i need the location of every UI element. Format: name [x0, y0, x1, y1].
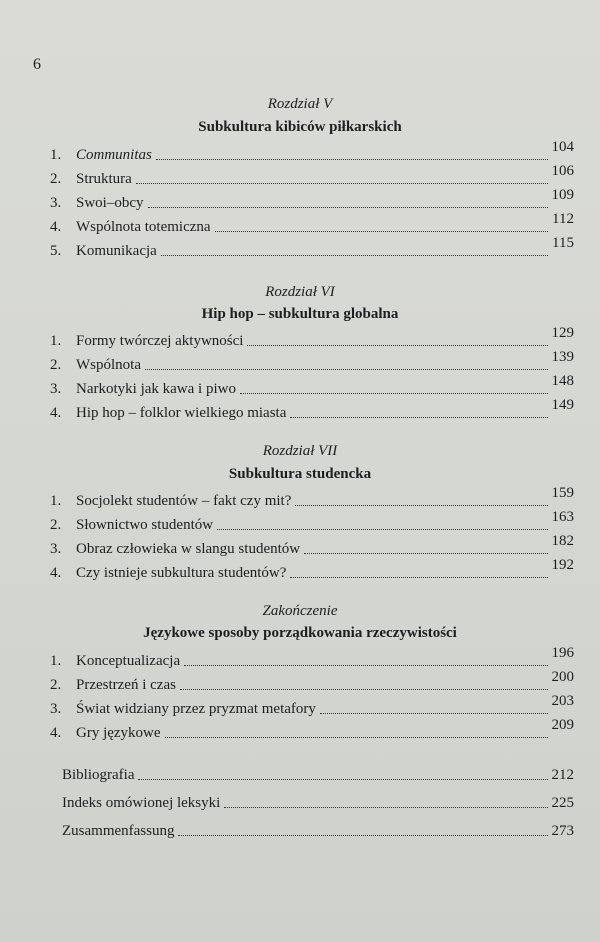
toc-entry-number: 3. [50, 541, 62, 557]
toc-entry-page: 148 [551, 373, 574, 389]
toc-entry [50, 325, 574, 350]
back-matter-entry [62, 820, 574, 840]
toc-entry-number: 2. [50, 171, 62, 187]
toc-entry [50, 373, 574, 398]
toc-entry-page: 196 [551, 645, 574, 661]
toc-entry [50, 509, 574, 534]
toc-entry-title: Przestrzeń i czas [76, 677, 176, 693]
dot-leader [224, 807, 547, 808]
toc-entry-number: 4. [50, 725, 62, 741]
chapter-label: Rozdział V [267, 96, 333, 112]
toc-entry-page: 112 [552, 211, 574, 227]
back-matter-page: 212 [551, 767, 574, 783]
chapter-label: Zakończenie [262, 603, 338, 619]
toc-entry-number: 5. [50, 243, 62, 259]
dot-leader [136, 183, 548, 184]
chapter-label: Rozdział VI [265, 284, 335, 300]
back-matter-page: 225 [551, 795, 574, 811]
toc-entry-title: Narkotyki jak kawa i piwo [76, 381, 236, 397]
chapter-label: Rozdział VII [262, 443, 338, 459]
chapter-title: Subkultura studencka [228, 466, 372, 482]
toc-entry-number: 1. [50, 493, 62, 509]
dot-leader [295, 505, 547, 506]
toc-entry-page: 149 [551, 397, 574, 413]
toc-entry-title: Czy istnieje subkultura studentów? [76, 565, 287, 581]
dot-leader [304, 553, 547, 554]
toc-entry-number: 2. [50, 517, 62, 533]
toc-entry-title: Świat widziany przez pryzmat metafory [76, 701, 316, 717]
toc-entry-number: 1. [50, 653, 62, 669]
toc-entry [50, 485, 574, 510]
toc-entry-number: 2. [50, 677, 62, 693]
page-number: 6 [33, 56, 41, 73]
back-matter-title: Indeks omówionej leksyki [62, 795, 221, 811]
toc-entry [50, 717, 574, 742]
toc-entry-page: 182 [551, 533, 574, 549]
toc-entry-page: 203 [551, 693, 574, 709]
back-matter-entry [62, 792, 574, 812]
chapter-title: Językowe sposoby porządkowania rzeczywistości [143, 625, 457, 641]
toc-entry [50, 187, 574, 212]
toc-entry-title: Struktura [76, 171, 132, 187]
chapter-title: Hip hop – subkultura globalna [201, 306, 399, 322]
toc-entry-number: 1. [50, 147, 62, 163]
toc-entry [50, 349, 574, 374]
dot-leader [215, 231, 549, 232]
toc-entry-page: 109 [551, 187, 574, 203]
chapter-title: Subkultura kibiców piłkarskich [198, 119, 402, 135]
dot-leader [156, 159, 548, 160]
dot-leader [320, 713, 548, 714]
toc-entry-title: Słownictwo studentów [76, 517, 214, 533]
toc-entry-title: Konceptualizacja [76, 653, 181, 669]
dot-leader [165, 737, 548, 738]
back-matter-title: Bibliografia [62, 767, 135, 783]
dot-leader [290, 417, 547, 418]
toc-entry-number: 3. [50, 701, 62, 717]
toc-entry [50, 163, 574, 188]
dot-leader [138, 779, 547, 780]
toc-entry [50, 669, 574, 694]
toc-entry-page: 200 [551, 669, 574, 685]
toc-entry [50, 397, 574, 422]
toc-entry [50, 235, 574, 260]
toc-entry-title: Gry językowe [76, 725, 161, 741]
toc-entry-page: 139 [551, 349, 574, 365]
dot-leader [290, 577, 547, 578]
toc-entry-title: Socjolekt studentów – fakt czy mit? [76, 493, 292, 509]
toc-entry-number: 2. [50, 357, 62, 373]
toc-entry-number: 4. [50, 405, 62, 421]
toc-entry-title: Wspólnota totemiczna [76, 219, 211, 235]
toc-entry-title: Obraz człowieka w slangu studentów [76, 541, 301, 557]
toc-entry-title: Swoi–obcy [76, 195, 144, 211]
toc-entry [50, 533, 574, 558]
dot-leader [178, 835, 547, 836]
toc-entry-page: 192 [551, 557, 574, 573]
toc-entry-title: Komunikacja [76, 243, 157, 259]
toc-entry-page: 115 [552, 235, 574, 251]
toc-entry-page: 209 [551, 717, 574, 733]
toc-entry-number: 4. [50, 219, 62, 235]
dot-leader [180, 689, 548, 690]
toc-entry-page: 159 [551, 485, 574, 501]
dot-leader [161, 255, 548, 256]
toc-entry-title: Communitas [76, 147, 152, 163]
toc-entry-number: 3. [50, 195, 62, 211]
dot-leader [217, 529, 547, 530]
toc-entry-number: 3. [50, 381, 62, 397]
toc-entry-title: Wspólnota [76, 357, 141, 373]
dot-leader [247, 345, 547, 346]
toc-entry-number: 4. [50, 565, 62, 581]
toc-entry-title: Formy twórczej aktywności [76, 333, 244, 349]
back-matter-page: 273 [551, 823, 574, 839]
dot-leader [145, 369, 548, 370]
toc-entry-page: 106 [551, 163, 574, 179]
toc-entry-page: 163 [551, 509, 574, 525]
toc-entry-number: 1. [50, 333, 62, 349]
dot-leader [240, 393, 548, 394]
back-matter-entry [62, 764, 574, 784]
toc-entry [50, 645, 574, 670]
toc-entry [50, 211, 574, 236]
toc-entry [50, 693, 574, 718]
toc-entry-page: 129 [551, 325, 574, 341]
dot-leader [148, 207, 548, 208]
toc-entry [50, 139, 574, 164]
back-matter-title: Zusammenfassung [62, 823, 175, 839]
toc-entry-page: 104 [551, 139, 574, 155]
toc-entry-title: Hip hop – folklor wielkiego miasta [76, 405, 287, 421]
toc-entry [50, 557, 574, 582]
dot-leader [184, 665, 547, 666]
